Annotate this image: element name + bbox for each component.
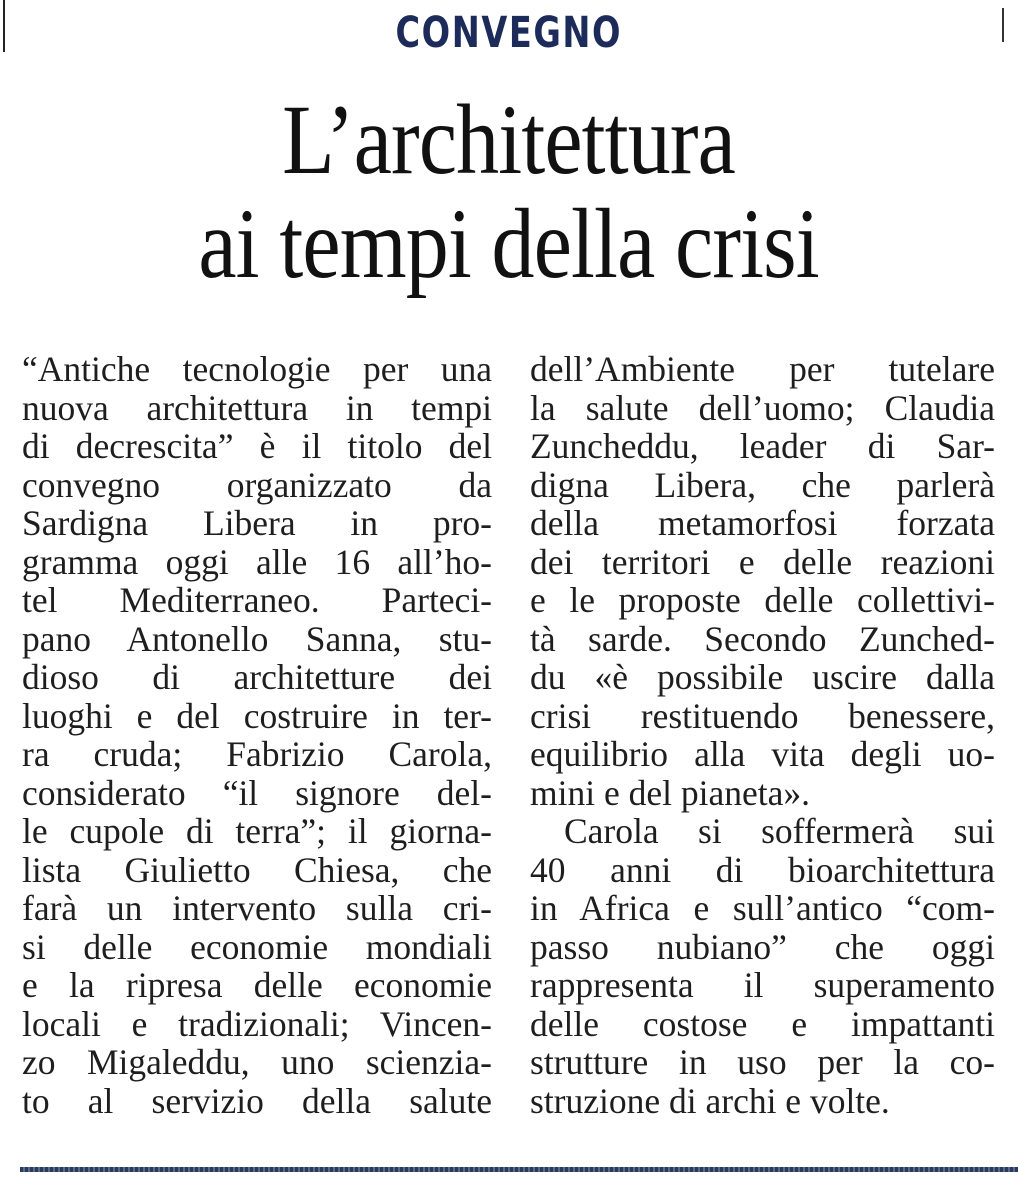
- body-line: ra cruda; Fabrizio Carola,: [22, 734, 492, 774]
- body-line: tà sarde. Secondo Zunched-: [530, 618, 995, 659]
- headline-line-1: L’architettura: [282, 84, 735, 195]
- body-line: dei territori e delle reazioni: [530, 541, 995, 582]
- body-line: lista Giulietto Chiesa, che: [22, 849, 492, 890]
- body-line: le cupole di terra”; il giorna-: [22, 811, 492, 851]
- bottom-rule: [20, 1167, 1018, 1172]
- headline: [71, 84, 946, 299]
- body-line: dell’Ambiente per tutelare: [530, 349, 995, 389]
- body-line: della metamorfosi forzata: [530, 503, 995, 543]
- article-column-left: [22, 350, 492, 1120]
- body-line: digna Libera, che parlerà: [530, 464, 995, 505]
- body-line: Sardigna Libera in pro-: [22, 503, 492, 543]
- body-line: rappresenta il superamento: [530, 965, 995, 1005]
- body-line: nuova architettura in tempi: [22, 387, 492, 428]
- section-kicker: CONVEGNO: [395, 8, 623, 58]
- body-line: e le proposte delle collettivi-: [530, 580, 995, 620]
- article-column-right: [530, 350, 995, 1120]
- body-line: considerato “il signore del-: [22, 772, 492, 813]
- body-line: passo nubiano” che oggi: [530, 926, 995, 967]
- body-line: la salute dell’uomo; Claudia: [530, 387, 995, 428]
- body-line: equilibrio alla vita degli uo-: [530, 734, 995, 774]
- page-edge-right: [1002, 8, 1004, 42]
- body-line: locali e tradizionali; Vincen-: [22, 1003, 492, 1044]
- body-line: di decrescita” è il titolo del: [22, 426, 492, 466]
- body-line: zo Migaleddu, uno scienzia-: [22, 1042, 492, 1082]
- body-line: gramma oggi alle 16 all’ho-: [22, 541, 492, 582]
- body-line: pano Antonello Sanna, stu-: [22, 618, 492, 659]
- body-line: “Antiche tecnologie per una: [22, 349, 492, 389]
- body-line: si delle economie mondiali: [22, 926, 492, 967]
- body-line: strutture in uso per la co-: [530, 1042, 995, 1082]
- body-line: farà un intervento sulla cri-: [22, 888, 492, 928]
- body-line: luoghi e del costruire in ter-: [22, 695, 492, 736]
- body-line: in Africa e sull’antico “com-: [530, 888, 995, 928]
- body-line: du «è possibile uscire dalla: [530, 657, 995, 697]
- body-line: to al servizio della salute: [22, 1080, 492, 1121]
- body-line: Zuncheddu, leader di Sar-: [530, 426, 995, 466]
- body-line: Carola si soffermerà sui: [564, 811, 995, 851]
- body-line: dioso di architetture dei: [22, 657, 492, 697]
- body-line: struzione di archi e volte.: [530, 1080, 890, 1121]
- headline-line-2: ai tempi della crisi: [198, 188, 819, 299]
- page-edge-left: [3, 0, 5, 52]
- body-line: convegno organizzato da: [22, 464, 492, 505]
- body-line: crisi restituendo benessere,: [530, 695, 995, 736]
- body-line: mini e del pianeta».: [530, 772, 810, 813]
- body-line: tel Mediterraneo. Parteci-: [22, 580, 492, 620]
- body-line: delle costose e impattanti: [530, 1003, 995, 1044]
- body-line: e la ripresa delle economie: [22, 965, 492, 1005]
- body-line: 40 anni di bioarchitettura: [530, 849, 995, 890]
